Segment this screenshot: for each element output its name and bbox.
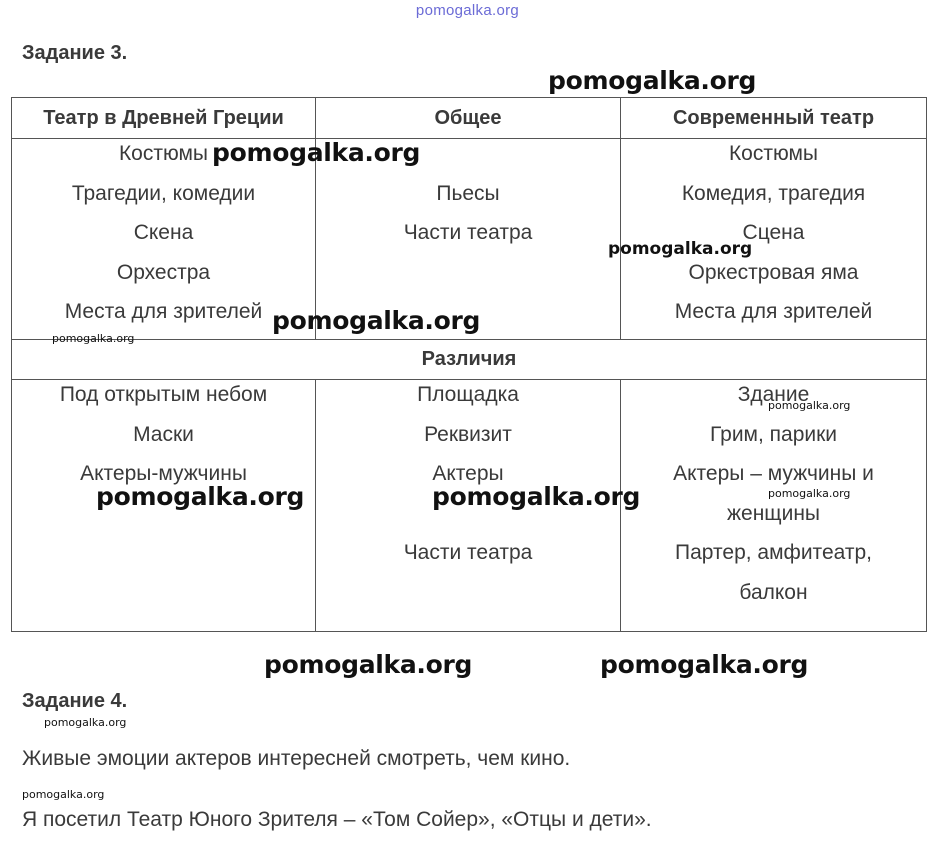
list-item: Комедия, трагедия [681,181,866,205]
list-item: Пьесы [436,181,500,205]
watermark-text: pomogalka.org [548,66,757,95]
watermark-text: pomogalka.org [212,138,421,167]
ancient-similar-cell [12,139,316,340]
header-watermark: pomogalka.org [415,2,520,19]
list-item: Части театра [403,541,533,564]
watermark-text: pomogalka.org [608,239,753,259]
list-item: Площадка [417,383,519,406]
list-item: Скена [133,221,194,244]
watermark-text: pomogalka.org [272,306,481,335]
list-item: Реквизит [424,422,512,446]
watermark-text: pomogalka.org [768,487,851,500]
header-ancient: Театр в Древней Греции [12,98,316,139]
list-item: Орхестра [116,260,211,284]
task3-title: Задание 3. [22,42,128,64]
list-item: Актеры – мужчины и [673,462,874,485]
watermark-text: pomogalka.org [768,399,851,412]
list-item: Актеры-мужчины [80,462,247,485]
list-item: Актеры [432,462,504,485]
watermark-text: pomogalka.org [432,482,641,511]
list-item: Здание [737,383,810,406]
header-common: Общее [316,98,621,139]
list-item: женщины [726,501,821,525]
differences-header-row [12,340,927,380]
list-item: балкон [739,580,808,604]
comparison-table [11,97,927,632]
list-item: Трагедии, комедии [71,181,256,205]
task4-answer-line-1: Живые эмоции актеров интересней смотреть, чем кино. [22,747,571,770]
list-item: Партер, амфитеатр, [675,541,872,564]
modern-diff-cell [621,380,927,632]
differences-label: Различия [12,340,927,380]
list-item: Маски [133,422,194,446]
list-item: Сцена [742,221,805,244]
watermark-text: pomogalka.org [52,332,135,345]
list-item: Оркестровая яма [688,260,859,284]
watermark-text: pomogalka.org [264,650,473,679]
watermark-text: pomogalka.org [44,716,127,729]
list-item: Места для зрителей [674,300,873,323]
list-item: Под открытым небом [59,383,268,406]
list-item: Костюмы [728,142,819,165]
list-item: Грим, парики [709,422,838,446]
task4-title: Задание 4. [22,690,128,712]
watermark-text: pomogalka.org [600,650,809,679]
list-item [316,258,620,298]
task4-answer-line-2: Я посетил Театр Юного Зрителя – «Том Сойер», «Отцы и дети». [22,808,652,831]
header-modern: Современный театр [621,98,927,139]
watermark-text: pomogalka.org [22,788,105,801]
list-item: Костюмы [118,142,209,165]
table-header-row [12,98,927,139]
list-item: Места для зрителей [64,300,263,323]
list-item: Части театра [403,221,533,244]
watermark-text: pomogalka.org [96,482,305,511]
